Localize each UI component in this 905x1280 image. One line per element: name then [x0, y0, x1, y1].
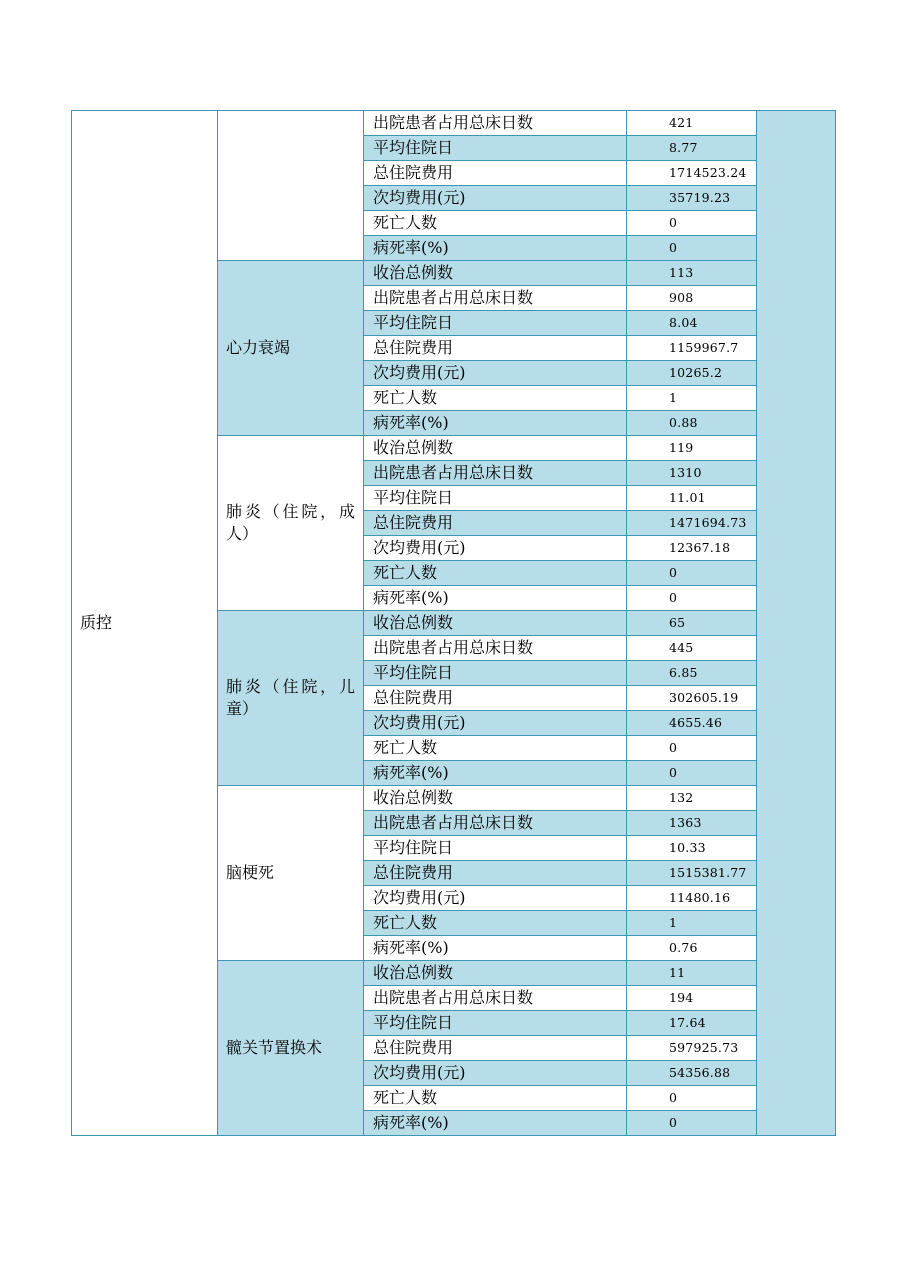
metric-value-cell — [627, 836, 757, 861]
metric-value-cell — [627, 236, 757, 261]
metric-value: 0 — [669, 1090, 678, 1105]
metric-value-cell — [627, 161, 757, 186]
metric-value: 194 — [669, 990, 694, 1005]
quality-control-table — [71, 110, 836, 1136]
metric-label-cell — [364, 936, 627, 961]
metric-value: 1 — [669, 390, 678, 405]
metric-label-cell — [364, 836, 627, 861]
metric-value-cell — [627, 886, 757, 911]
disease-group-cell — [218, 436, 364, 611]
metric-value: 119 — [669, 440, 694, 455]
metric-value-cell — [627, 286, 757, 311]
metric-value-cell — [627, 761, 757, 786]
metric-label: 收治总例数 — [373, 788, 454, 807]
disease-group-cell — [218, 111, 364, 261]
metric-value-cell — [627, 911, 757, 936]
metric-label-cell — [364, 211, 627, 236]
metric-value: 1471694.73 — [669, 515, 747, 530]
metric-label-cell — [364, 661, 627, 686]
disease-group-name: 髋关节置换术 — [226, 1038, 323, 1057]
metric-value-cell — [627, 436, 757, 461]
metric-label: 次均费用(元) — [373, 713, 466, 732]
metric-label: 总住院费用 — [373, 1038, 454, 1057]
disease-group-name: 肺炎（住院，成人） — [226, 502, 355, 543]
quality-control-table-body — [72, 111, 836, 1136]
table-row — [72, 111, 836, 136]
metric-value: 1714523.24 — [669, 165, 747, 180]
metric-value-cell — [627, 111, 757, 136]
metric-value: 54356.88 — [669, 1065, 731, 1080]
metric-value-cell — [627, 811, 757, 836]
metric-value-cell — [627, 1011, 757, 1036]
metric-label: 死亡人数 — [373, 388, 438, 407]
metric-value-cell — [627, 611, 757, 636]
metric-value: 0 — [669, 240, 678, 255]
metric-value: 1363 — [669, 815, 702, 830]
metric-label: 收治总例数 — [373, 613, 454, 632]
disease-group-cell — [218, 961, 364, 1136]
metric-label: 平均住院日 — [373, 488, 454, 507]
metric-value: 0 — [669, 740, 678, 755]
remarks-cell — [757, 111, 836, 1136]
metric-label: 平均住院日 — [373, 138, 454, 157]
metric-label-cell — [364, 111, 627, 136]
metric-label-cell — [364, 686, 627, 711]
metric-value-cell — [627, 361, 757, 386]
metric-label-cell — [364, 161, 627, 186]
metric-label-cell — [364, 611, 627, 636]
metric-label: 次均费用(元) — [373, 888, 466, 907]
metric-value-cell — [627, 511, 757, 536]
metric-value: 1159967.7 — [669, 340, 739, 355]
metric-label-cell — [364, 961, 627, 986]
metric-label-cell — [364, 811, 627, 836]
metric-value: 302605.19 — [669, 690, 739, 705]
metric-value-cell — [627, 261, 757, 286]
metric-label: 出院患者占用总床日数 — [373, 288, 534, 307]
metric-value: 11 — [669, 965, 686, 980]
metric-value: 0 — [669, 765, 678, 780]
metric-value-cell — [627, 986, 757, 1011]
metric-label-cell — [364, 736, 627, 761]
metric-label-cell — [364, 1011, 627, 1036]
metric-value-cell — [627, 461, 757, 486]
metric-value: 35719.23 — [669, 190, 731, 205]
metric-value: 132 — [669, 790, 694, 805]
metric-value-cell — [627, 311, 757, 336]
metric-label-cell — [364, 636, 627, 661]
metric-value-cell — [627, 786, 757, 811]
metric-label: 出院患者占用总床日数 — [373, 463, 534, 482]
disease-group-cell — [218, 611, 364, 786]
metric-value-cell — [627, 961, 757, 986]
metric-value: 1515381.77 — [669, 865, 747, 880]
metric-label: 死亡人数 — [373, 738, 438, 757]
metric-label: 病死率(%) — [373, 938, 449, 957]
metric-label: 死亡人数 — [373, 1088, 438, 1107]
metric-value-cell — [627, 1111, 757, 1136]
metric-value-cell — [627, 486, 757, 511]
metric-label-cell — [364, 411, 627, 436]
metric-label-cell — [364, 711, 627, 736]
metric-value: 8.77 — [669, 140, 698, 155]
metric-value: 6.85 — [669, 665, 698, 680]
metric-label: 出院患者占用总床日数 — [373, 813, 534, 832]
metric-label-cell — [364, 986, 627, 1011]
metric-value-cell — [627, 136, 757, 161]
metric-label-cell — [364, 1036, 627, 1061]
metric-label: 次均费用(元) — [373, 363, 466, 382]
disease-group-name: 肺炎（住院，儿童） — [226, 677, 355, 718]
metric-value-cell — [627, 711, 757, 736]
metric-value: 0 — [669, 590, 678, 605]
metric-value-cell — [627, 736, 757, 761]
metric-value: 445 — [669, 640, 694, 655]
metric-label: 次均费用(元) — [373, 1063, 466, 1082]
metric-label: 出院患者占用总床日数 — [373, 638, 534, 657]
metric-value: 10.33 — [669, 840, 706, 855]
metric-value: 113 — [669, 265, 694, 280]
metric-value-cell — [627, 386, 757, 411]
metric-value: 1310 — [669, 465, 702, 480]
metric-label: 死亡人数 — [373, 563, 438, 582]
metric-label-cell — [364, 886, 627, 911]
metric-value-cell — [627, 636, 757, 661]
category-cell — [72, 111, 218, 1136]
metric-label-cell — [364, 461, 627, 486]
metric-value: 4655.46 — [669, 715, 723, 730]
metric-label-cell — [364, 436, 627, 461]
disease-group-cell — [218, 261, 364, 436]
metric-label-cell — [364, 186, 627, 211]
metric-label: 病死率(%) — [373, 763, 449, 782]
metric-value: 11.01 — [669, 490, 706, 505]
metric-label: 总住院费用 — [373, 513, 454, 532]
metric-label: 总住院费用 — [373, 338, 454, 357]
disease-group-name: 心力衰竭 — [226, 338, 291, 357]
metric-value: 0.76 — [669, 940, 698, 955]
metric-value: 65 — [669, 615, 686, 630]
metric-label-cell — [364, 536, 627, 561]
metric-label-cell — [364, 286, 627, 311]
metric-value-cell — [627, 861, 757, 886]
metric-label-cell — [364, 1086, 627, 1111]
metric-value: 8.04 — [669, 315, 698, 330]
metric-value-cell — [627, 586, 757, 611]
metric-label: 收治总例数 — [373, 263, 454, 282]
metric-label-cell — [364, 511, 627, 536]
metric-label-cell — [364, 786, 627, 811]
metric-label: 收治总例数 — [373, 963, 454, 982]
metric-label: 病死率(%) — [373, 588, 449, 607]
metric-label-cell — [364, 586, 627, 611]
metric-label-cell — [364, 136, 627, 161]
metric-value: 1 — [669, 915, 678, 930]
disease-group-cell — [218, 786, 364, 961]
metric-label: 病死率(%) — [373, 238, 449, 257]
metric-label: 次均费用(元) — [373, 188, 466, 207]
metric-label-cell — [364, 561, 627, 586]
metric-label: 平均住院日 — [373, 838, 454, 857]
metric-value: 11480.16 — [669, 890, 731, 905]
metric-value-cell — [627, 411, 757, 436]
metric-value: 17.64 — [669, 1015, 706, 1030]
metric-value-cell — [627, 561, 757, 586]
metric-label-cell — [364, 361, 627, 386]
metric-value: 0.88 — [669, 415, 698, 430]
metric-label: 平均住院日 — [373, 1013, 454, 1032]
metric-label-cell — [364, 1111, 627, 1136]
disease-group-name: 脑梗死 — [226, 863, 275, 882]
metric-label: 总住院费用 — [373, 163, 454, 182]
metric-label: 死亡人数 — [373, 213, 438, 232]
metric-value-cell — [627, 336, 757, 361]
metric-value-cell — [627, 936, 757, 961]
metric-value: 0 — [669, 1115, 678, 1130]
metric-label-cell — [364, 236, 627, 261]
category-label: 质控 — [80, 613, 113, 632]
metric-label: 出院患者占用总床日数 — [373, 988, 534, 1007]
metric-label: 病死率(%) — [373, 413, 449, 432]
metric-label: 总住院费用 — [373, 863, 454, 882]
metric-value-cell — [627, 536, 757, 561]
metric-label: 出院患者占用总床日数 — [373, 113, 534, 132]
metric-value-cell — [627, 1061, 757, 1086]
metric-value: 0 — [669, 565, 678, 580]
metric-value: 908 — [669, 290, 694, 305]
metric-label-cell — [364, 311, 627, 336]
metric-value: 10265.2 — [669, 365, 723, 380]
metric-label-cell — [364, 911, 627, 936]
metric-label-cell — [364, 486, 627, 511]
metric-label: 次均费用(元) — [373, 538, 466, 557]
metric-label: 死亡人数 — [373, 913, 438, 932]
metric-label-cell — [364, 1061, 627, 1086]
metric-value-cell — [627, 211, 757, 236]
metric-value-cell — [627, 686, 757, 711]
metric-value: 0 — [669, 215, 678, 230]
metric-label-cell — [364, 261, 627, 286]
metric-label: 平均住院日 — [373, 313, 454, 332]
metric-label-cell — [364, 861, 627, 886]
metric-value: 421 — [669, 115, 694, 130]
metric-label: 病死率(%) — [373, 1113, 449, 1132]
metric-value: 12367.18 — [669, 540, 731, 555]
metric-value: 597925.73 — [669, 1040, 739, 1055]
metric-label: 收治总例数 — [373, 438, 454, 457]
metric-value-cell — [627, 1036, 757, 1061]
metric-value-cell — [627, 1086, 757, 1111]
metric-value-cell — [627, 186, 757, 211]
metric-label: 总住院费用 — [373, 688, 454, 707]
metric-label-cell — [364, 761, 627, 786]
metric-label: 平均住院日 — [373, 663, 454, 682]
metric-label-cell — [364, 386, 627, 411]
metric-value-cell — [627, 661, 757, 686]
metric-label-cell — [364, 336, 627, 361]
